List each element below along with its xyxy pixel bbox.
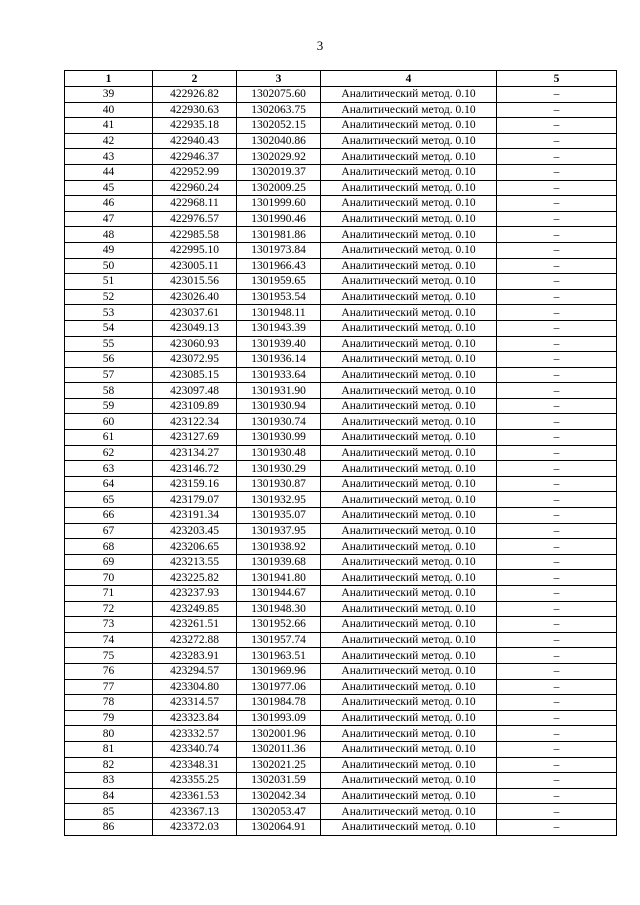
note-cell: – bbox=[497, 289, 617, 305]
x-coordinate-cell: 422930.63 bbox=[153, 102, 237, 118]
method-cell: Аналитический метод. 0.10 bbox=[321, 118, 497, 134]
note-cell: – bbox=[497, 773, 617, 789]
note-cell: – bbox=[497, 274, 617, 290]
note-cell: – bbox=[497, 554, 617, 570]
table-row bbox=[65, 586, 617, 602]
method-cell: Аналитический метод. 0.10 bbox=[321, 383, 497, 399]
x-coordinate-cell: 422995.10 bbox=[153, 242, 237, 258]
method-cell: Аналитический метод. 0.10 bbox=[321, 554, 497, 570]
table-row bbox=[65, 492, 617, 508]
note-cell: – bbox=[497, 663, 617, 679]
y-coordinate-cell: 1301993.09 bbox=[237, 710, 321, 726]
note-cell: – bbox=[497, 398, 617, 414]
point-number-cell: 53 bbox=[65, 305, 153, 321]
note-cell: – bbox=[497, 133, 617, 149]
method-cell: Аналитический метод. 0.10 bbox=[321, 819, 497, 835]
x-coordinate-cell: 423085.15 bbox=[153, 367, 237, 383]
table-row bbox=[65, 383, 617, 399]
y-coordinate-cell: 1301937.95 bbox=[237, 523, 321, 539]
table-body bbox=[65, 87, 617, 836]
method-cell: Аналитический метод. 0.10 bbox=[321, 648, 497, 664]
table-row bbox=[65, 445, 617, 461]
y-coordinate-cell: 1301990.46 bbox=[237, 211, 321, 227]
x-coordinate-cell: 423283.91 bbox=[153, 648, 237, 664]
y-coordinate-cell: 1301959.65 bbox=[237, 274, 321, 290]
method-cell: Аналитический метод. 0.10 bbox=[321, 258, 497, 274]
table-row bbox=[65, 508, 617, 524]
y-coordinate-cell: 1301930.87 bbox=[237, 476, 321, 492]
note-cell: – bbox=[497, 430, 617, 446]
point-number-cell: 80 bbox=[65, 726, 153, 742]
method-cell: Аналитический метод. 0.10 bbox=[321, 196, 497, 212]
y-coordinate-cell: 1301948.30 bbox=[237, 601, 321, 617]
note-cell: – bbox=[497, 523, 617, 539]
note-cell: – bbox=[497, 617, 617, 633]
note-cell: – bbox=[497, 819, 617, 835]
table-row bbox=[65, 804, 617, 820]
method-cell: Аналитический метод. 0.10 bbox=[321, 274, 497, 290]
table-row bbox=[65, 632, 617, 648]
table-row bbox=[65, 133, 617, 149]
y-coordinate-cell: 1301930.29 bbox=[237, 461, 321, 477]
x-coordinate-cell: 422935.18 bbox=[153, 118, 237, 134]
y-coordinate-cell: 1302011.36 bbox=[237, 741, 321, 757]
point-number-cell: 54 bbox=[65, 320, 153, 336]
note-cell: – bbox=[497, 87, 617, 103]
method-cell: Аналитический метод. 0.10 bbox=[321, 398, 497, 414]
note-cell: – bbox=[497, 695, 617, 711]
method-cell: Аналитический метод. 0.10 bbox=[321, 508, 497, 524]
method-cell: Аналитический метод. 0.10 bbox=[321, 757, 497, 773]
x-coordinate-cell: 423122.34 bbox=[153, 414, 237, 430]
table-row bbox=[65, 741, 617, 757]
y-coordinate-cell: 1301944.67 bbox=[237, 586, 321, 602]
x-coordinate-cell: 423340.74 bbox=[153, 741, 237, 757]
note-cell: – bbox=[497, 539, 617, 555]
x-coordinate-cell: 423005.11 bbox=[153, 258, 237, 274]
method-cell: Аналитический метод. 0.10 bbox=[321, 227, 497, 243]
method-cell: Аналитический метод. 0.10 bbox=[321, 788, 497, 804]
y-coordinate-cell: 1301938.92 bbox=[237, 539, 321, 555]
table-row bbox=[65, 570, 617, 586]
note-cell: – bbox=[497, 336, 617, 352]
point-number-cell: 42 bbox=[65, 133, 153, 149]
x-coordinate-cell: 423072.95 bbox=[153, 352, 237, 368]
note-cell: – bbox=[497, 741, 617, 757]
method-cell: Аналитический метод. 0.10 bbox=[321, 617, 497, 633]
page-number: 3 bbox=[316, 38, 324, 53]
method-cell: Аналитический метод. 0.10 bbox=[321, 663, 497, 679]
method-cell: Аналитический метод. 0.10 bbox=[321, 445, 497, 461]
point-number-cell: 44 bbox=[65, 164, 153, 180]
note-cell: – bbox=[497, 726, 617, 742]
point-number-cell: 76 bbox=[65, 663, 153, 679]
note-cell: – bbox=[497, 757, 617, 773]
y-coordinate-cell: 1301952.66 bbox=[237, 617, 321, 633]
point-number-cell: 45 bbox=[65, 180, 153, 196]
y-coordinate-cell: 1301948.11 bbox=[237, 305, 321, 321]
point-number-cell: 84 bbox=[65, 788, 153, 804]
method-cell: Аналитический метод. 0.10 bbox=[321, 211, 497, 227]
y-coordinate-cell: 1302052.15 bbox=[237, 118, 321, 134]
method-cell: Аналитический метод. 0.10 bbox=[321, 523, 497, 539]
x-coordinate-cell: 422926.82 bbox=[153, 87, 237, 103]
x-coordinate-cell: 423272.88 bbox=[153, 632, 237, 648]
table-row bbox=[65, 414, 617, 430]
note-cell: – bbox=[497, 305, 617, 321]
method-cell: Аналитический метод. 0.10 bbox=[321, 710, 497, 726]
x-coordinate-cell: 423049.13 bbox=[153, 320, 237, 336]
y-coordinate-cell: 1302064.91 bbox=[237, 819, 321, 835]
table-row bbox=[65, 663, 617, 679]
x-coordinate-cell: 423261.51 bbox=[153, 617, 237, 633]
note-cell: – bbox=[497, 102, 617, 118]
column-header-1: 1 bbox=[65, 71, 153, 87]
note-cell: – bbox=[497, 180, 617, 196]
x-coordinate-cell: 423026.40 bbox=[153, 289, 237, 305]
point-number-cell: 63 bbox=[65, 461, 153, 477]
method-cell: Аналитический метод. 0.10 bbox=[321, 430, 497, 446]
x-coordinate-cell: 423015.56 bbox=[153, 274, 237, 290]
method-cell: Аналитический метод. 0.10 bbox=[321, 492, 497, 508]
method-cell: Аналитический метод. 0.10 bbox=[321, 570, 497, 586]
x-coordinate-cell: 423225.82 bbox=[153, 570, 237, 586]
point-number-cell: 85 bbox=[65, 804, 153, 820]
y-coordinate-cell: 1301930.94 bbox=[237, 398, 321, 414]
point-number-cell: 71 bbox=[65, 586, 153, 602]
method-cell: Аналитический метод. 0.10 bbox=[321, 133, 497, 149]
method-cell: Аналитический метод. 0.10 bbox=[321, 601, 497, 617]
table-row bbox=[65, 726, 617, 742]
method-cell: Аналитический метод. 0.10 bbox=[321, 242, 497, 258]
table-row bbox=[65, 352, 617, 368]
y-coordinate-cell: 1302040.86 bbox=[237, 133, 321, 149]
table-row bbox=[65, 118, 617, 134]
x-coordinate-cell: 423294.57 bbox=[153, 663, 237, 679]
method-cell: Аналитический метод. 0.10 bbox=[321, 87, 497, 103]
table-row bbox=[65, 757, 617, 773]
note-cell: – bbox=[497, 164, 617, 180]
x-coordinate-cell: 422976.57 bbox=[153, 211, 237, 227]
table-row bbox=[65, 227, 617, 243]
point-number-cell: 40 bbox=[65, 102, 153, 118]
table-row bbox=[65, 102, 617, 118]
method-cell: Аналитический метод. 0.10 bbox=[321, 539, 497, 555]
x-coordinate-cell: 423203.45 bbox=[153, 523, 237, 539]
y-coordinate-cell: 1301981.86 bbox=[237, 227, 321, 243]
y-coordinate-cell: 1302001.96 bbox=[237, 726, 321, 742]
table-row bbox=[65, 461, 617, 477]
note-cell: – bbox=[497, 804, 617, 820]
y-coordinate-cell: 1302029.92 bbox=[237, 149, 321, 165]
x-coordinate-cell: 423127.69 bbox=[153, 430, 237, 446]
point-number-cell: 47 bbox=[65, 211, 153, 227]
point-number-cell: 77 bbox=[65, 679, 153, 695]
method-cell: Аналитический метод. 0.10 bbox=[321, 102, 497, 118]
table-row bbox=[65, 601, 617, 617]
y-coordinate-cell: 1302031.59 bbox=[237, 773, 321, 789]
note-cell: – bbox=[497, 211, 617, 227]
point-number-cell: 78 bbox=[65, 695, 153, 711]
y-coordinate-cell: 1301939.40 bbox=[237, 336, 321, 352]
method-cell: Аналитический метод. 0.10 bbox=[321, 164, 497, 180]
x-coordinate-cell: 423146.72 bbox=[153, 461, 237, 477]
table-header-row bbox=[65, 71, 617, 87]
table-row bbox=[65, 617, 617, 633]
y-coordinate-cell: 1301963.51 bbox=[237, 648, 321, 664]
table-row bbox=[65, 180, 617, 196]
method-cell: Аналитический метод. 0.10 bbox=[321, 289, 497, 305]
table-row bbox=[65, 242, 617, 258]
method-cell: Аналитический метод. 0.10 bbox=[321, 414, 497, 430]
x-coordinate-cell: 423355.25 bbox=[153, 773, 237, 789]
note-cell: – bbox=[497, 476, 617, 492]
y-coordinate-cell: 1301932.95 bbox=[237, 492, 321, 508]
method-cell: Аналитический метод. 0.10 bbox=[321, 352, 497, 368]
note-cell: – bbox=[497, 632, 617, 648]
y-coordinate-cell: 1301935.07 bbox=[237, 508, 321, 524]
y-coordinate-cell: 1301969.96 bbox=[237, 663, 321, 679]
x-coordinate-cell: 423237.93 bbox=[153, 586, 237, 602]
y-coordinate-cell: 1302009.25 bbox=[237, 180, 321, 196]
note-cell: – bbox=[497, 258, 617, 274]
x-coordinate-cell: 423304.80 bbox=[153, 679, 237, 695]
coordinates-table bbox=[64, 70, 617, 836]
note-cell: – bbox=[497, 320, 617, 336]
table-row bbox=[65, 149, 617, 165]
table-row bbox=[65, 258, 617, 274]
method-cell: Аналитический метод. 0.10 bbox=[321, 180, 497, 196]
method-cell: Аналитический метод. 0.10 bbox=[321, 336, 497, 352]
method-cell: Аналитический метод. 0.10 bbox=[321, 695, 497, 711]
table-row bbox=[65, 679, 617, 695]
method-cell: Аналитический метод. 0.10 bbox=[321, 773, 497, 789]
y-coordinate-cell: 1302053.47 bbox=[237, 804, 321, 820]
point-number-cell: 51 bbox=[65, 274, 153, 290]
point-number-cell: 82 bbox=[65, 757, 153, 773]
point-number-cell: 64 bbox=[65, 476, 153, 492]
note-cell: – bbox=[497, 492, 617, 508]
x-coordinate-cell: 423372.03 bbox=[153, 819, 237, 835]
x-coordinate-cell: 422952.99 bbox=[153, 164, 237, 180]
x-coordinate-cell: 423097.48 bbox=[153, 383, 237, 399]
y-coordinate-cell: 1302019.37 bbox=[237, 164, 321, 180]
y-coordinate-cell: 1302063.75 bbox=[237, 102, 321, 118]
x-coordinate-cell: 422985.58 bbox=[153, 227, 237, 243]
x-coordinate-cell: 423249.85 bbox=[153, 601, 237, 617]
point-number-cell: 73 bbox=[65, 617, 153, 633]
note-cell: – bbox=[497, 710, 617, 726]
table-row bbox=[65, 305, 617, 321]
table-row bbox=[65, 430, 617, 446]
x-coordinate-cell: 423191.34 bbox=[153, 508, 237, 524]
note-cell: – bbox=[497, 118, 617, 134]
table-row bbox=[65, 476, 617, 492]
x-coordinate-cell: 422960.24 bbox=[153, 180, 237, 196]
table-row bbox=[65, 695, 617, 711]
method-cell: Аналитический метод. 0.10 bbox=[321, 320, 497, 336]
table-row bbox=[65, 164, 617, 180]
column-header-2: 2 bbox=[153, 71, 237, 87]
note-cell: – bbox=[497, 508, 617, 524]
table-row bbox=[65, 773, 617, 789]
point-number-cell: 48 bbox=[65, 227, 153, 243]
y-coordinate-cell: 1301999.60 bbox=[237, 196, 321, 212]
column-header-4: 4 bbox=[321, 71, 497, 87]
table-row bbox=[65, 367, 617, 383]
table-row bbox=[65, 211, 617, 227]
table-row bbox=[65, 554, 617, 570]
point-number-cell: 83 bbox=[65, 773, 153, 789]
method-cell: Аналитический метод. 0.10 bbox=[321, 149, 497, 165]
x-coordinate-cell: 423159.16 bbox=[153, 476, 237, 492]
x-coordinate-cell: 422940.43 bbox=[153, 133, 237, 149]
method-cell: Аналитический метод. 0.10 bbox=[321, 726, 497, 742]
point-number-cell: 43 bbox=[65, 149, 153, 165]
y-coordinate-cell: 1301943.39 bbox=[237, 320, 321, 336]
point-number-cell: 52 bbox=[65, 289, 153, 305]
point-number-cell: 66 bbox=[65, 508, 153, 524]
point-number-cell: 41 bbox=[65, 118, 153, 134]
x-coordinate-cell: 423314.57 bbox=[153, 695, 237, 711]
point-number-cell: 58 bbox=[65, 383, 153, 399]
x-coordinate-cell: 422946.37 bbox=[153, 149, 237, 165]
point-number-cell: 79 bbox=[65, 710, 153, 726]
y-coordinate-cell: 1301977.06 bbox=[237, 679, 321, 695]
note-cell: – bbox=[497, 648, 617, 664]
point-number-cell: 62 bbox=[65, 445, 153, 461]
point-number-cell: 65 bbox=[65, 492, 153, 508]
point-number-cell: 50 bbox=[65, 258, 153, 274]
note-cell: – bbox=[497, 367, 617, 383]
note-cell: – bbox=[497, 227, 617, 243]
point-number-cell: 60 bbox=[65, 414, 153, 430]
x-coordinate-cell: 423060.93 bbox=[153, 336, 237, 352]
y-coordinate-cell: 1301941.80 bbox=[237, 570, 321, 586]
y-coordinate-cell: 1301966.43 bbox=[237, 258, 321, 274]
table-row bbox=[65, 523, 617, 539]
y-coordinate-cell: 1301957.74 bbox=[237, 632, 321, 648]
table-row bbox=[65, 320, 617, 336]
point-number-cell: 55 bbox=[65, 336, 153, 352]
y-coordinate-cell: 1301936.14 bbox=[237, 352, 321, 368]
method-cell: Аналитический метод. 0.10 bbox=[321, 632, 497, 648]
point-number-cell: 56 bbox=[65, 352, 153, 368]
x-coordinate-cell: 423179.07 bbox=[153, 492, 237, 508]
point-number-cell: 86 bbox=[65, 819, 153, 835]
method-cell: Аналитический метод. 0.10 bbox=[321, 305, 497, 321]
column-header-3: 3 bbox=[237, 71, 321, 87]
note-cell: – bbox=[497, 149, 617, 165]
y-coordinate-cell: 1302042.34 bbox=[237, 788, 321, 804]
point-number-cell: 67 bbox=[65, 523, 153, 539]
x-coordinate-cell: 423367.13 bbox=[153, 804, 237, 820]
note-cell: – bbox=[497, 679, 617, 695]
table-row bbox=[65, 648, 617, 664]
point-number-cell: 39 bbox=[65, 87, 153, 103]
point-number-cell: 46 bbox=[65, 196, 153, 212]
x-coordinate-cell: 423109.89 bbox=[153, 398, 237, 414]
method-cell: Аналитический метод. 0.10 bbox=[321, 804, 497, 820]
method-cell: Аналитический метод. 0.10 bbox=[321, 367, 497, 383]
x-coordinate-cell: 423134.27 bbox=[153, 445, 237, 461]
x-coordinate-cell: 423332.57 bbox=[153, 726, 237, 742]
note-cell: – bbox=[497, 383, 617, 399]
point-number-cell: 69 bbox=[65, 554, 153, 570]
x-coordinate-cell: 423037.61 bbox=[153, 305, 237, 321]
point-number-cell: 68 bbox=[65, 539, 153, 555]
table-row bbox=[65, 788, 617, 804]
table-row bbox=[65, 819, 617, 835]
method-cell: Аналитический метод. 0.10 bbox=[321, 586, 497, 602]
point-number-cell: 49 bbox=[65, 242, 153, 258]
note-cell: – bbox=[497, 196, 617, 212]
y-coordinate-cell: 1302021.25 bbox=[237, 757, 321, 773]
note-cell: – bbox=[497, 788, 617, 804]
table-row bbox=[65, 196, 617, 212]
note-cell: – bbox=[497, 414, 617, 430]
y-coordinate-cell: 1301984.78 bbox=[237, 695, 321, 711]
x-coordinate-cell: 423348.31 bbox=[153, 757, 237, 773]
x-coordinate-cell: 422968.11 bbox=[153, 196, 237, 212]
y-coordinate-cell: 1301930.48 bbox=[237, 445, 321, 461]
point-number-cell: 70 bbox=[65, 570, 153, 586]
y-coordinate-cell: 1302075.60 bbox=[237, 87, 321, 103]
x-coordinate-cell: 423213.55 bbox=[153, 554, 237, 570]
table-row bbox=[65, 710, 617, 726]
note-cell: – bbox=[497, 570, 617, 586]
point-number-cell: 74 bbox=[65, 632, 153, 648]
method-cell: Аналитический метод. 0.10 bbox=[321, 476, 497, 492]
note-cell: – bbox=[497, 461, 617, 477]
x-coordinate-cell: 423206.65 bbox=[153, 539, 237, 555]
y-coordinate-cell: 1301930.74 bbox=[237, 414, 321, 430]
x-coordinate-cell: 423323.84 bbox=[153, 710, 237, 726]
y-coordinate-cell: 1301939.68 bbox=[237, 554, 321, 570]
point-number-cell: 59 bbox=[65, 398, 153, 414]
y-coordinate-cell: 1301933.64 bbox=[237, 367, 321, 383]
y-coordinate-cell: 1301931.90 bbox=[237, 383, 321, 399]
table-row bbox=[65, 398, 617, 414]
table-row bbox=[65, 336, 617, 352]
note-cell: – bbox=[497, 242, 617, 258]
method-cell: Аналитический метод. 0.10 bbox=[321, 741, 497, 757]
note-cell: – bbox=[497, 352, 617, 368]
point-number-cell: 57 bbox=[65, 367, 153, 383]
table-row bbox=[65, 539, 617, 555]
column-header-5: 5 bbox=[497, 71, 617, 87]
method-cell: Аналитический метод. 0.10 bbox=[321, 461, 497, 477]
note-cell: – bbox=[497, 445, 617, 461]
y-coordinate-cell: 1301973.84 bbox=[237, 242, 321, 258]
point-number-cell: 81 bbox=[65, 741, 153, 757]
point-number-cell: 72 bbox=[65, 601, 153, 617]
point-number-cell: 75 bbox=[65, 648, 153, 664]
y-coordinate-cell: 1301930.99 bbox=[237, 430, 321, 446]
method-cell: Аналитический метод. 0.10 bbox=[321, 679, 497, 695]
table-row bbox=[65, 289, 617, 305]
point-number-cell: 61 bbox=[65, 430, 153, 446]
table-row bbox=[65, 87, 617, 103]
note-cell: – bbox=[497, 586, 617, 602]
table-row bbox=[65, 274, 617, 290]
x-coordinate-cell: 423361.53 bbox=[153, 788, 237, 804]
note-cell: – bbox=[497, 601, 617, 617]
y-coordinate-cell: 1301953.54 bbox=[237, 289, 321, 305]
